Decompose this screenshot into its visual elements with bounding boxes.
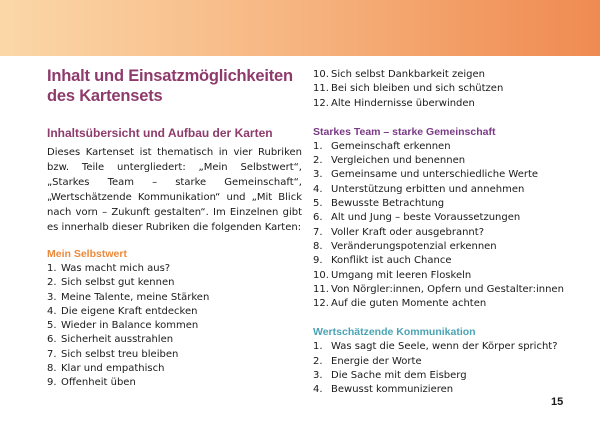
card-number: 1.	[47, 263, 57, 274]
card-number: 7.	[313, 226, 323, 238]
page-title	[47, 66, 302, 106]
card-title: Offenheit üben	[61, 377, 136, 389]
card-list-item	[313, 197, 575, 211]
page-title-line-2: des Kartensets	[47, 87, 163, 105]
card-title: Alte Hindernisse überwinden	[331, 97, 475, 109]
card-number: 3.	[47, 291, 57, 303]
card-number: 3.	[313, 169, 323, 181]
card-number: 9.	[313, 255, 323, 267]
card-number: 3.	[313, 370, 323, 382]
card-list-item	[47, 262, 302, 276]
card-title: Energie der Worte	[331, 355, 422, 367]
card-number: 2.	[313, 355, 323, 367]
card-title: Bei sich bleiben und sich schützen	[331, 83, 504, 95]
card-list-item	[313, 297, 575, 311]
card-title: Voller Kraft oder ausgebrannt?	[331, 226, 484, 238]
card-title: Vergleichen und benennen	[331, 155, 466, 167]
card-number: 2.	[313, 155, 323, 167]
card-number: 5.	[47, 320, 57, 332]
card-title: Von Nörgler:innen, Opfern und Gestalter:innen	[331, 283, 564, 295]
card-list-item	[47, 276, 302, 290]
card-number: 8.	[47, 363, 57, 375]
header-color-band	[0, 0, 600, 56]
card-title: Klar und empathisch	[61, 363, 165, 375]
category-heading-selbstwert: Mein Selbstwert	[47, 248, 127, 260]
card-list-kommunikation	[313, 340, 575, 397]
card-list-item	[47, 319, 302, 333]
card-list-item	[313, 340, 575, 354]
card-list-item	[47, 305, 302, 319]
card-number: 11.	[313, 283, 329, 295]
card-number: 1.	[313, 341, 323, 353]
card-list-item	[313, 254, 575, 268]
card-number: 7.	[47, 348, 57, 360]
card-title: Alt und Jung – beste Voraussetzungen	[331, 212, 521, 224]
card-title: Sich selbst treu bleiben	[61, 348, 179, 360]
card-list-item	[313, 68, 575, 82]
card-title: Sich selbst gut kennen	[61, 277, 175, 289]
card-list-item	[313, 269, 575, 283]
intro-paragraph: Dieses Kartenset ist thematisch in vier Rubriken bzw. Teile untergliedert: „Mein Selbstwert“, „Starkes Team – starke Gemeinschaft“, „Wertschätzende Kommunikation“ und „Mit Blick nach vorn – Zukunft gestalten“. Im Einzelnen gibt es innerhalb dieser Rubriken die folgenden Karten:	[47, 147, 302, 233]
card-title: Unterstützung erbitten und annehmen	[331, 183, 525, 195]
card-title: Auf die guten Momente achten	[331, 298, 487, 310]
card-number: 4.	[313, 384, 323, 396]
card-list-item	[47, 348, 302, 362]
card-number: 12.	[313, 97, 329, 109]
right-column	[313, 68, 575, 398]
card-number: 4.	[47, 305, 57, 317]
left-column	[47, 66, 302, 391]
card-list-item	[313, 240, 575, 254]
card-list-item	[313, 211, 575, 225]
card-list-item	[47, 362, 302, 376]
card-title: Gemeinsame und unterschiedliche Werte	[331, 169, 539, 181]
card-title: Die Sache mit dem Eisberg	[331, 370, 467, 382]
card-title: Veränderungspotenzial erkennen	[331, 240, 497, 252]
card-list-selbstwert-part-1	[47, 262, 302, 391]
card-list-item	[313, 140, 575, 154]
card-number: 12.	[313, 298, 329, 310]
card-list-item	[313, 383, 575, 397]
spacer	[313, 111, 575, 125]
card-number: 2.	[47, 277, 57, 289]
card-list-item	[47, 333, 302, 347]
card-list-item	[47, 376, 302, 390]
spacer	[313, 311, 575, 325]
card-title: Gemeinschaft erkennen	[331, 140, 451, 152]
card-list-selbstwert-part-2	[313, 68, 575, 111]
card-list-item	[313, 168, 575, 182]
card-number: 5.	[313, 198, 323, 210]
card-number: 4.	[313, 183, 323, 195]
card-number: 10.	[313, 269, 329, 281]
card-title: Was macht mich aus?	[61, 263, 171, 274]
card-number: 1.	[313, 140, 323, 152]
card-list-item	[313, 154, 575, 168]
card-list-item	[313, 226, 575, 240]
card-list-item	[313, 183, 575, 197]
card-title: Meine Talente, meine Stärken	[61, 291, 210, 303]
card-title: Was sagt die Seele, wenn der Körper spricht?	[331, 341, 558, 353]
card-list-item	[313, 82, 575, 96]
card-title: Wieder in Balance kommen	[61, 320, 199, 332]
category-heading-kommunikation: Wertschätzende Kommunikation	[313, 326, 476, 339]
card-title: Bewusste Betrachtung	[331, 198, 445, 210]
card-number: 6.	[313, 212, 323, 224]
card-number: 11.	[313, 83, 329, 95]
card-title: Konflikt ist auch Chance	[331, 255, 452, 267]
card-title: Bewusst kommunizieren	[331, 384, 454, 396]
card-number: 8.	[313, 240, 323, 252]
category-heading-team: Starkes Team – starke Gemeinschaft	[313, 125, 496, 138]
page-title-line-1: Inhalt und Einsatzmöglichkeiten	[47, 67, 293, 85]
card-number: 9.	[47, 377, 57, 389]
card-title: Umgang mit leeren Floskeln	[331, 269, 472, 281]
card-list-item	[313, 97, 575, 111]
card-number: 6.	[47, 334, 57, 346]
card-list-team	[313, 140, 575, 312]
card-list-item	[313, 369, 575, 383]
card-list-item	[47, 291, 302, 305]
card-list-item	[313, 283, 575, 297]
card-number: 10.	[313, 69, 329, 80]
section-heading: Inhaltsübersicht und Aufbau der Karten	[47, 126, 273, 140]
page-number: 15	[551, 396, 564, 408]
card-title: Sich selbst Dankbarkeit zeigen	[331, 69, 485, 80]
card-list-item	[313, 355, 575, 369]
card-title: Die eigene Kraft entdecken	[61, 305, 198, 317]
card-title: Sicherheit ausstrahlen	[61, 334, 174, 346]
